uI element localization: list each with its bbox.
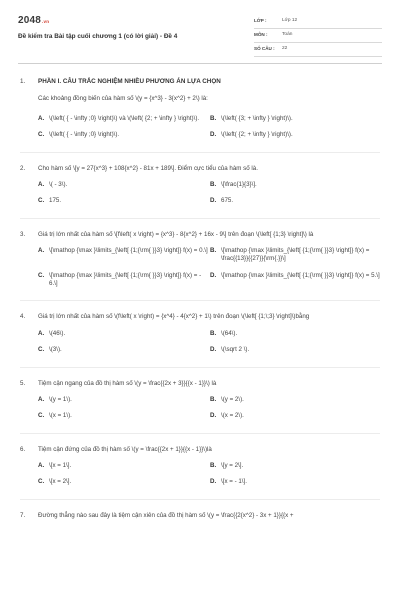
option-label: B. bbox=[210, 461, 217, 469]
meta-value: 22 bbox=[282, 46, 288, 52]
option-label: C. bbox=[38, 346, 45, 354]
option-label: C. bbox=[38, 131, 45, 139]
answer-option-b[interactable] bbox=[210, 247, 382, 264]
question-text: Giá trị lớn nhất của hàm số \(f\left( x \right) = {x^4} - 4{x^2} + 1\) trên đoạn \(\left[ {1;\;3} \right]\)bằng bbox=[38, 313, 310, 321]
meta-key: SỐ CÂU : bbox=[254, 46, 275, 52]
option-text: \[\mathop {\max }\limits_{\left[ {1;{\rm{ }}3} \right]} f(x) = 5.\] bbox=[221, 271, 380, 279]
option-text: \(\sqrt 2 \). bbox=[221, 346, 250, 354]
answer-option-a[interactable] bbox=[38, 330, 210, 338]
option-text: \[\mathop {\max }\limits_{\left[ {1;{\rm{ }}3} \right]} f(x) = 0.\] bbox=[49, 247, 208, 255]
answer-options bbox=[20, 247, 380, 288]
answer-option-a[interactable] bbox=[38, 115, 210, 123]
answer-options bbox=[20, 396, 380, 421]
logo-tld: .vn bbox=[42, 19, 50, 24]
answer-options bbox=[20, 462, 380, 487]
answer-option-a[interactable] bbox=[38, 396, 210, 404]
option-label: D. bbox=[210, 197, 217, 205]
question-number: 1. bbox=[20, 78, 26, 85]
option-label: B. bbox=[210, 329, 217, 337]
question-6 bbox=[20, 446, 380, 487]
option-text: \( - 3\). bbox=[49, 180, 68, 188]
option-label: A. bbox=[38, 329, 45, 337]
question-text: Tiệm cận đứng của đồ thị hàm số \(y = \frac{{2x + 1}}{{x - 1}}\)là bbox=[38, 445, 212, 453]
answer-options bbox=[20, 330, 380, 355]
meta-value: Toán bbox=[282, 32, 293, 38]
answer-options bbox=[20, 181, 380, 206]
exam-content bbox=[20, 78, 380, 532]
option-text: \(64\). bbox=[221, 329, 238, 337]
logo-text: 2048 bbox=[18, 15, 42, 26]
question-divider bbox=[20, 300, 380, 301]
answer-option-d[interactable] bbox=[210, 197, 382, 205]
question-text: Giá trị lớn nhất của hàm số \[f\left( x \right) = {x^3} - 8{x^2} + 16x - 9\] trên đoạn \(\left[ {1;3} \right]\) là bbox=[38, 230, 314, 238]
option-text: \(x = 2\). bbox=[221, 412, 244, 420]
option-label: D. bbox=[210, 478, 217, 486]
meta-key: LỚP : bbox=[254, 18, 267, 24]
option-text: \(x = 1\). bbox=[49, 412, 72, 420]
question-1-options bbox=[20, 115, 380, 140]
document-header bbox=[18, 10, 382, 70]
option-text: \(\left( {2; + \infty } \right)\). bbox=[221, 131, 293, 139]
answer-option-b[interactable] bbox=[210, 462, 382, 470]
answer-option-d[interactable] bbox=[210, 346, 382, 354]
option-label: C. bbox=[38, 412, 45, 420]
answer-option-b[interactable] bbox=[210, 115, 382, 123]
option-label: D. bbox=[210, 131, 217, 139]
question-divider bbox=[20, 499, 380, 500]
option-label: A. bbox=[38, 461, 45, 469]
option-label: B. bbox=[210, 395, 217, 403]
question-4 bbox=[20, 313, 380, 354]
question-divider bbox=[20, 367, 380, 368]
question-divider bbox=[20, 218, 380, 219]
answer-option-d[interactable] bbox=[210, 412, 382, 420]
option-label: B. bbox=[210, 180, 217, 188]
question-text: Các khoảng đồng biến của hàm số \(y = {x^3} - 3{x^2} + 2\) là: bbox=[38, 94, 208, 102]
document-meta bbox=[254, 15, 382, 57]
answer-option-a[interactable] bbox=[38, 247, 210, 264]
question-text: Tiệm cận ngang của đồ thị hàm số \(y = \frac{{2x + 3}}{{x - 1}}\) là bbox=[38, 379, 217, 387]
answer-option-d[interactable] bbox=[210, 272, 382, 289]
option-text: \(y = 2\). bbox=[221, 395, 244, 403]
question-divider bbox=[20, 152, 380, 153]
question-text: Cho hàm số \[y = 27{x^3} + 108{x^2} - 81x + 189\]. Điểm cực tiểu của hàm số là. bbox=[38, 164, 258, 172]
option-text: \[\mathop {\max }\limits_{\left[ {1;{\rm{ }}3} \right]} f(x) = \frac{{13}}{{27}}{\rm{.}}\] bbox=[221, 247, 370, 263]
answer-option-d[interactable] bbox=[210, 131, 382, 139]
answer-option-c[interactable] bbox=[38, 272, 210, 289]
answer-option-a[interactable] bbox=[38, 462, 210, 470]
answer-option-c[interactable] bbox=[38, 197, 210, 205]
answer-option-b[interactable] bbox=[210, 181, 382, 189]
option-text: \[x = - 1\]. bbox=[221, 478, 247, 486]
header-divider bbox=[18, 63, 382, 64]
meta-row-subject bbox=[254, 29, 382, 43]
option-label: A. bbox=[38, 247, 45, 255]
option-text: \[y = 2\]. bbox=[221, 461, 244, 469]
question-5 bbox=[20, 380, 380, 421]
answer-options bbox=[20, 115, 380, 140]
option-text: \[\frac{1}{3}\]. bbox=[221, 180, 257, 188]
option-label: D. bbox=[210, 271, 217, 279]
question-3 bbox=[20, 231, 380, 289]
option-label: C. bbox=[38, 197, 45, 205]
option-label: C. bbox=[38, 271, 45, 279]
option-text: \[\mathop {\max }\limits_{\left[ {1;{\rm{ }}3} \right]} f(x) = - 6.\] bbox=[49, 271, 202, 288]
answer-option-c[interactable] bbox=[38, 346, 210, 354]
option-text: \[x = 2\]. bbox=[49, 478, 72, 486]
meta-value: Lớp 12 bbox=[282, 18, 298, 24]
question-2 bbox=[20, 165, 380, 206]
site-logo[interactable] bbox=[18, 14, 49, 28]
question-7 bbox=[20, 512, 380, 520]
meta-row-grade bbox=[254, 15, 382, 29]
option-text: \(46\). bbox=[49, 329, 66, 337]
option-text: \[x = 1\]. bbox=[49, 461, 72, 469]
option-text: \(y = 1\). bbox=[49, 395, 72, 403]
option-label: A. bbox=[38, 114, 45, 122]
option-text: 175. bbox=[49, 197, 62, 205]
meta-row-question-count bbox=[254, 43, 382, 57]
option-label: B. bbox=[210, 114, 217, 122]
option-label: D. bbox=[210, 346, 217, 354]
question-number: 7. bbox=[20, 511, 26, 519]
answer-option-d[interactable] bbox=[210, 478, 382, 486]
option-text: 675. bbox=[221, 197, 234, 205]
question-number: 4. bbox=[20, 313, 26, 321]
question-number: 6. bbox=[20, 445, 26, 453]
question-number: 5. bbox=[20, 379, 26, 387]
question-divider bbox=[20, 433, 380, 434]
option-label: A. bbox=[38, 180, 45, 188]
answer-option-a[interactable] bbox=[38, 181, 210, 189]
meta-key: MÔN : bbox=[254, 32, 268, 38]
question-number: 3. bbox=[20, 230, 26, 238]
section-heading bbox=[20, 78, 380, 87]
question-number: 2. bbox=[20, 164, 26, 172]
answer-option-c[interactable] bbox=[38, 478, 210, 486]
option-label: C. bbox=[38, 478, 45, 486]
answer-option-c[interactable] bbox=[38, 131, 210, 139]
option-text: \(\left( { - \infty ;0} \right)\). bbox=[49, 131, 120, 139]
section-title: PHẦN I. CÂU TRẮC NGHIỆM NHIỀU PHƯƠNG ÁN LỰA CHỌN bbox=[38, 78, 221, 85]
question-text: Đường thẳng nào sau đây là tiệm cận xiên của đồ thị hàm số \(y = \frac{{2{x^2} - 3x + 1}}{{x + bbox=[38, 511, 294, 519]
document-title: Đề kiểm tra Bài tập cuối chương 1 (có lời giải) - Đề 4 bbox=[18, 33, 178, 40]
answer-option-b[interactable] bbox=[210, 330, 382, 338]
option-label: B. bbox=[210, 247, 217, 255]
option-label: D. bbox=[210, 412, 217, 420]
option-text: \(\left( { - \infty ;0} \right)\) và \(\left( {2; + \infty } \right)\). bbox=[49, 114, 200, 122]
option-label: A. bbox=[38, 395, 45, 403]
option-text: \(3\). bbox=[49, 346, 62, 354]
answer-option-b[interactable] bbox=[210, 396, 382, 404]
answer-option-c[interactable] bbox=[38, 412, 210, 420]
option-text: \(\left( {3; + \infty } \right)\). bbox=[221, 114, 293, 122]
